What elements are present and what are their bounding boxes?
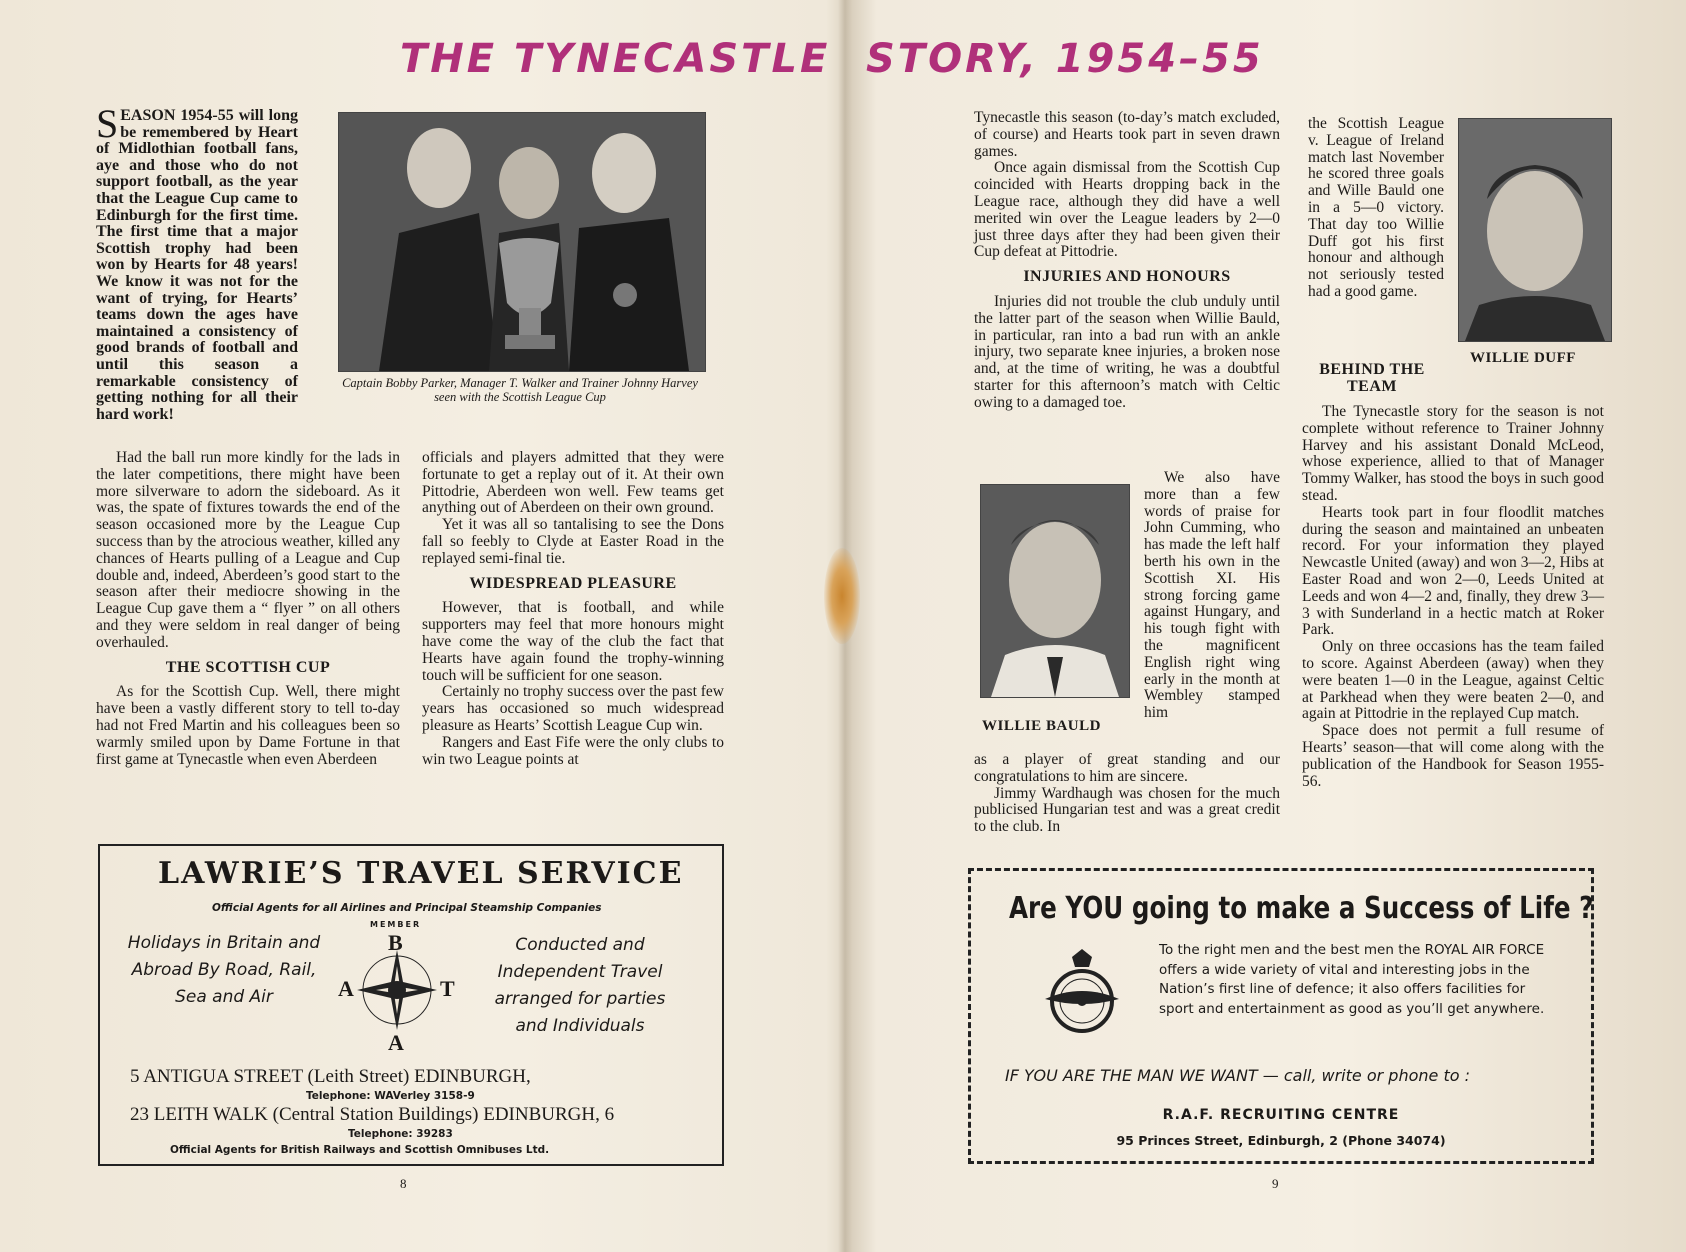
intro-dropcap: S — [96, 101, 119, 146]
raf-headline-pre: Are — [1009, 891, 1057, 926]
col4-para-5: Space does not permit a full resume of Hearts’ season—that will come along with the publication of the Handbook for Season 1955-56. — [1302, 722, 1604, 790]
article-col-4-top — [1308, 116, 1444, 301]
raf-headline-post: going to make a Success of Life ? — [1131, 891, 1594, 926]
heading-injuries-honours: INJURIES AND HONOURS — [1023, 268, 1231, 286]
heading-behind-team: BEHIND THE TEAM — [1319, 361, 1425, 395]
abta-letter-t: T — [440, 976, 455, 1001]
raf-ad-cta: IF YOU ARE THE MAN WE WANT — call, write or phone to : — [1005, 1066, 1470, 1085]
abta-letter-a2: A — [388, 1030, 404, 1055]
abta-logo — [332, 920, 462, 1060]
heading-widespread-pleasure: WIDESPREAD PLEASURE — [469, 574, 677, 592]
col3-para-6: Jimmy Wardhaugh was chosen for the much publicised Hungarian test and was a great credit to the club. In — [974, 784, 1280, 836]
col4-para-2: The Tynecastle story for the season is not complete without reference to Trainer Johnny Harvey and his assistant Donald McLeod, whose experience, allied to that of Manager Tommy Walker, has stood the boys in such good stead. — [1302, 403, 1604, 504]
col1-para-2: As for the Scottish Cup. Well, there might have been a vastly different story to tell to-day had not Fred Martin and his colleagues been so warmly smiled upon by Dame Fortune in that first game at Tynecastle when even Aberdeen — [96, 683, 400, 768]
article-col-4-heading — [1302, 362, 1442, 396]
raf-headline-you: YOU — [1065, 891, 1124, 926]
col3-para-1: Tynecastle this season (to-day’s match excluded, of course) and Hearts took part in seven drawn games. — [974, 109, 1280, 160]
lawries-travel-ad — [98, 844, 724, 1166]
heading-scottish-cup: THE SCOTTISH CUP — [165, 658, 331, 676]
title-left: THE TYNECASTLE — [400, 36, 831, 82]
article-col-3-tail — [974, 752, 1280, 836]
col2-para-3: However, that is football, and while supporters may feel that more honours might have come the way of the club the fact that Hearts have again found the trophy-winning touch will be sufficient for one season. — [422, 599, 724, 684]
caption-willie-duff: WILLIE DUFF — [1470, 350, 1576, 366]
team-cup-photo — [338, 112, 706, 372]
travel-ad-footer: Official Agents for British Railways and Scottish Omnibuses Ltd. — [170, 1144, 550, 1156]
article-col-3-wrap — [1144, 470, 1280, 722]
raf-recruiting-ad — [968, 868, 1594, 1164]
article-col-3 — [974, 110, 1280, 412]
col3-para-5: as a player of great standing and our congratulations to him are sincere. — [974, 751, 1280, 785]
willie-duff-photo — [1458, 118, 1612, 342]
raf-ad-body: To the right men and the best men the ROYAL AIR FORCE offers a wide variety of vital and interesting jobs in the Nation’s first line of defence; it also offers facilities for sport and entertainment as good as you’ll get anywhere. — [1159, 942, 1545, 1017]
col3-para-4: We also have more than a few words of praise for John Cumming, who has made the left half berth his own in the Scottish XI. His strong forcing game against Hungary, and his tough fight with the magnificent English right wing early in the month at Wembley stamped him — [1144, 469, 1280, 722]
travel-ad-tel-2: Telephone: 39283 — [348, 1128, 453, 1140]
team-cup-photo-image — [339, 113, 705, 371]
raf-crest-icon — [1037, 947, 1127, 1043]
col3-para-3: Injuries did not trouble the club unduly until the latter part of the season when Willie Bauld, in particular, ran into a bad run with an ankle injury, two separate knee injuries, a broken nose and, at the time of writing, he was a doubtful starter for this afternoon’s match with Celtic owing to a damaged toe. — [974, 292, 1280, 411]
intro-block — [96, 101, 298, 423]
article-col-1 — [96, 450, 400, 768]
travel-ad-subtitle: Official Agents for all Airlines and Principal Steamship Companies — [212, 902, 602, 914]
travel-ad-right-text: Conducted and Independent Travel arranged for parties and Individuals — [494, 935, 666, 1036]
travel-ad-left-text: Holidays in Britain and Abroad By Road, Rail, Sea and Air — [127, 933, 321, 1007]
title-right: STORY, 1954–55 — [866, 36, 1264, 82]
raf-ad-address: 95 Princes Street, Edinburgh, 2 (Phone 34074) — [1116, 1133, 1446, 1148]
raf-ad-centre: R.A.F. RECRUITING CENTRE — [1162, 1107, 1400, 1123]
page-number-left: 8 — [400, 1176, 407, 1191]
abta-letter-b: B — [388, 930, 403, 955]
travel-ad-address-1: 5 ANTIGUA STREET (Leith Street) EDINBURGH, — [130, 1066, 531, 1087]
caption-willie-bauld: WILLIE BAULD — [982, 718, 1101, 734]
travel-ad-tel-1: Telephone: WAVerley 3158-9 — [306, 1090, 475, 1102]
col2-para-4: Certainly no trophy success over the past few years has occasioned so much widespread pleasure as Hearts’ Scottish League Cup win. — [422, 683, 724, 734]
col1-para-1: Had the ball run more kindly for the lads in the later competitions, there might have been more silverware to adorn the sideboard. As it was, the spate of fixtures towards the end of the season occasioned more by the League Cup success than by the atrocious weather, killed any chances of Hearts pulling of a League and Cup double and, indeed, Aberdeen’s good start to the season after their mediocre showing in the League Cup gave them a “ flyer ” on all others and they were seldom in real danger of being overhauled. — [96, 449, 400, 651]
col2-para-5: Rangers and East Fife were the only clubs to win two League points at — [422, 733, 724, 768]
col2-para-1: officials and players admitted that they were fortunate to get a replay out of it. At their own Pittodrie, Aberdeen won well. Few teams get anything out of Aberdeen on their own ground. — [422, 449, 724, 517]
article-col-2 — [422, 450, 724, 768]
col3-para-2: Once again dismissal from the Scottish Cup coincided with Hearts dropping back in the League race, although they did have a well merited win over the League leaders by 2—0 just three days after they had been given their Cup defeat at Pittodrie. — [974, 159, 1280, 261]
article-col-4 — [1302, 404, 1604, 790]
raf-ad-headline — [1009, 891, 1593, 926]
travel-ad-address-2: 23 LEITH WALK (Central Station Buildings) EDINBURGH, 6 — [130, 1104, 615, 1125]
intro-text: EASON 1954-55 will long be remembered by Heart of Midlothian football fans, aye and those who do not support football, as the year that the League Cup came to Edinburgh for the first time. The first time that a major Scottish trophy had been won by Hearts for 48 years! We know it was not for the want of trying, for Hearts’ teams down the ages have maintained a consistency of good brands of football and until this season a remarkable consistency of getting nothing for all their hard work! — [96, 107, 298, 423]
page-number-right: 9 — [1272, 1176, 1279, 1191]
abta-member-text: MEMBER — [370, 920, 422, 929]
willie-bauld-photo — [980, 484, 1130, 698]
col4-para-4: Only on three occasions has the team failed to score. Against Aberdeen (away) when they were beaten 1—0 in the League, against Celtic at Parkhead when they were beaten 2—0, and again at Pittodrie in the replayed Cup match. — [1302, 638, 1604, 723]
willie-duff-photo-image — [1459, 119, 1611, 341]
abta-letter-a1: A — [338, 976, 354, 1001]
willie-bauld-photo-image — [981, 485, 1129, 697]
col4-para-3: Hearts took part in four floodlit matches during the season and maintained an unbeaten record. For your information they played Newcastle United (away) and won 3—2, Hibs at Easter Road and won 2—0, Leeds United at Leeds and won 4—2 and, finally, they drew 3—3 with Sunderland in a hectic match at Roker Park. — [1302, 503, 1604, 639]
travel-ad-title: LAWRIE’S TRAVEL SERVICE — [158, 856, 684, 891]
col4-para-1: the Scottish League v. League of Ireland match last November he scored three goals and Wille Bauld one in a 5—0 victory. That day too Willie Duff got his first honour and although not seriously tested had a good game. — [1308, 115, 1444, 300]
photo-caption: Captain Bobby Parker, Manager T. Walker and Trainer Johnny Harvey seen with the Scottish League Cup — [342, 376, 698, 404]
col2-para-2: Yet it was all so tantalising to see the Dons fall so feebly to Clyde at Easter Road in the replayed semi-final tie. — [422, 516, 724, 567]
staple-stain — [824, 548, 860, 644]
